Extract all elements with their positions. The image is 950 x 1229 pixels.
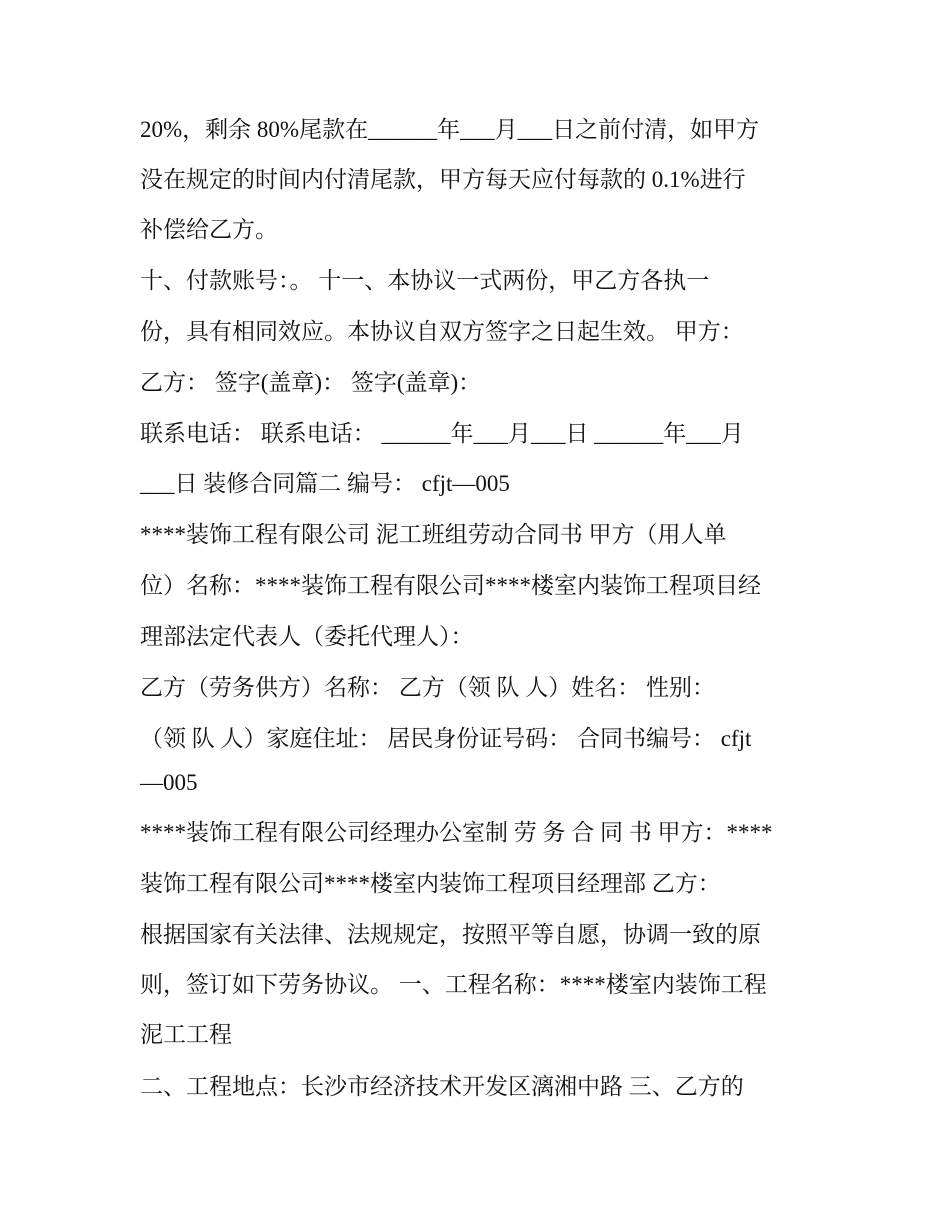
text-line: 位）名称：****装饰工程有限公司****楼室内装饰工程项目经	[140, 573, 761, 598]
text-line: 乙方： 签字(盖章)： 签字(盖章)：	[140, 370, 482, 395]
text-line: ___日 装修合同篇二 编号： cfjt—005	[140, 471, 510, 496]
text-line: 乙方（劳务供方）名称： 乙方（领 队 人）姓名： 性别：	[140, 675, 715, 700]
text-line: 十、付款账号：。 十一、本协议一式两份，甲乙方各执一	[140, 268, 710, 293]
text-line: 理部法定代表人（委托代理人）：	[140, 624, 474, 649]
text-line: ****装饰工程有限公司 泥工班组劳动合同书 甲方（用人单	[140, 522, 727, 547]
text-line: 根据国家有关法律、法规规定，按照平等自愿，协调一致的原	[140, 922, 761, 947]
text-line: 二、工程地点：长沙市经济技术开发区漓湘中路 三、乙方的	[140, 1074, 744, 1099]
text-line: 联系电话： 联系电话： ______年___月___日 ______年___月	[140, 421, 744, 446]
text-line: （领 队 人）家庭住址： 居民身份证号码： 合同书编号： cfjt	[140, 726, 752, 751]
text-line: 没在规定的时间内付清尾款，甲方每天应付每款的 0.1%进行	[140, 167, 746, 192]
text-line: ****装饰工程有限公司经理办公室制 劳 务 合 同 书 甲方：****	[140, 820, 773, 845]
text-line: 装饰工程有限公司****楼室内装饰工程项目经理部 乙方：	[140, 871, 721, 896]
text-line: 则，签订如下劳务协议。 一、工程名称：****楼室内装饰工程	[140, 972, 767, 997]
text-line: 份，具有相同效应。本协议自双方签字之日起生效。 甲方：	[140, 319, 744, 344]
text-line: 泥工工程	[140, 1022, 232, 1047]
text-line: —005	[140, 770, 198, 795]
text-line: 补偿给乙方。	[140, 217, 278, 242]
text-line: 20%，剩余 80%尾款在______年___月___日之前付清，如甲方	[140, 117, 760, 142]
